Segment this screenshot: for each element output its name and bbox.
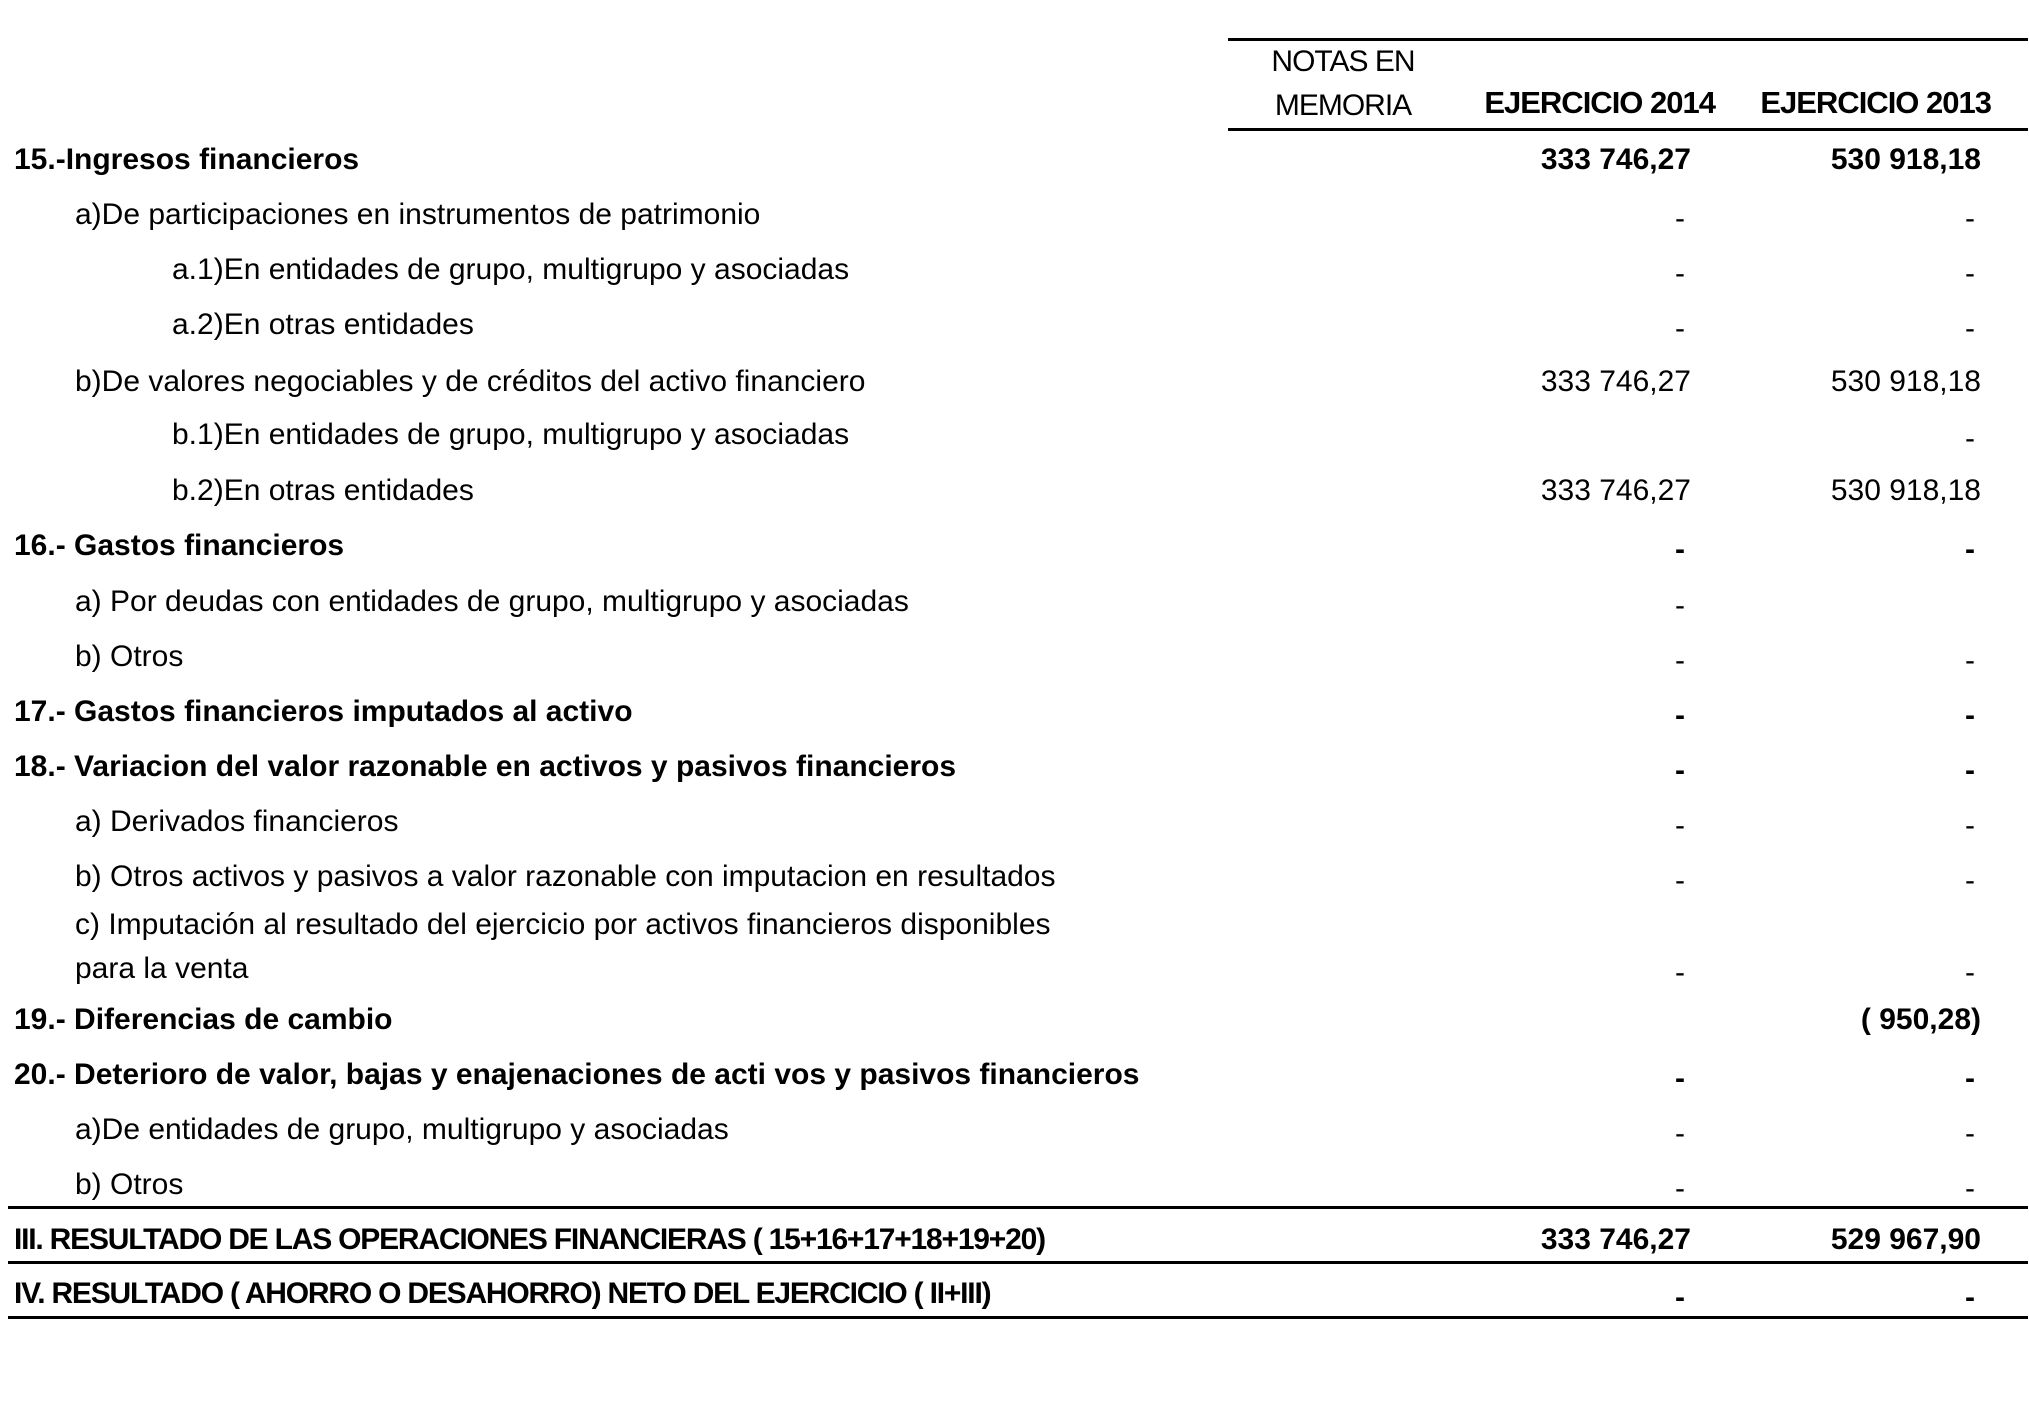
row-label: a) Por deudas con entidades de grupo, multigrupo y asociadas — [75, 585, 909, 618]
ejercicio-2014-header: EJERCICIO 2014 — [1484, 85, 1715, 120]
value-2013: 529 967,90 — [1830, 1223, 1981, 1256]
value-2014: - — [1675, 202, 1685, 235]
value-2013: 530 918,18 — [1830, 365, 1981, 398]
value-2014: - — [1675, 312, 1685, 345]
value-2014: - — [1675, 644, 1685, 677]
value-2014: - — [1675, 864, 1685, 897]
row-label: a) Derivados financieros — [75, 805, 399, 838]
table-row — [0, 360, 2029, 408]
table-row — [0, 855, 2029, 903]
value-2013: - — [1965, 1117, 1975, 1150]
table-row — [0, 469, 2029, 517]
value-2014: - — [1675, 257, 1685, 290]
value-2013: - — [1965, 1172, 1975, 1205]
table-row — [0, 248, 2029, 296]
value-2013: - — [1965, 754, 1975, 787]
row-label: b)De valores negociables y de créditos del activo financiero — [75, 365, 866, 398]
value-2014: - — [1675, 699, 1685, 732]
row-label: b.1)En entidades de grupo, multigrupo y asociadas — [172, 418, 850, 451]
row-label: a)De entidades de grupo, multigrupo y asociadas — [75, 1113, 729, 1146]
value-2014: - — [1675, 1281, 1685, 1314]
table-row — [0, 1218, 2029, 1266]
row-label: 20.- Deterioro de valor, bajas y enajenaciones de acti vos y pasivos financieros — [14, 1058, 1140, 1091]
value-2014: 333 746,27 — [1540, 143, 1691, 176]
value-2013: - — [1965, 422, 1975, 455]
table-row — [0, 635, 2029, 683]
row-label: 19.- Diferencias de cambio — [14, 1003, 393, 1036]
row-label: 18.- Variacion del valor razonable en activos y pasivos financieros — [14, 750, 957, 783]
table-row — [0, 138, 2029, 186]
table-row — [0, 1272, 2029, 1320]
table-row — [0, 745, 2029, 793]
value-2013: - — [1965, 533, 1975, 566]
row-label: a.2)En otras entidades — [172, 308, 474, 341]
value-2014: 333 746,27 — [1540, 365, 1691, 398]
total-middle-rule — [8, 1261, 2028, 1264]
row-label: 16.- Gastos financieros — [14, 529, 345, 562]
row-label: b) Otros activos y pasivos a valor razonable con imputacion en resultados — [75, 860, 1056, 893]
value-2013: - — [1965, 1281, 1975, 1314]
notas-header-line1: NOTAS EN — [1271, 45, 1415, 78]
row-label-continuation: para la venta — [75, 952, 249, 985]
row-label: c) Imputación al resultado del ejercicio por activos financieros disponibles — [75, 908, 1051, 941]
value-2014: - — [1675, 809, 1685, 842]
value-2014: - — [1675, 589, 1685, 622]
value-2013: - — [1965, 699, 1975, 732]
value-2014: 333 746,27 — [1540, 1223, 1691, 1256]
value-2014: - — [1675, 956, 1685, 989]
total-bottom-rule — [8, 1316, 2028, 1319]
table-row — [0, 690, 2029, 738]
table-row — [0, 1108, 2029, 1156]
row-label: b.2)En otras entidades — [172, 474, 474, 507]
value-2013: 530 918,18 — [1830, 474, 1981, 507]
row-label: III. RESULTADO DE LAS OPERACIONES FINANCIERAS ( 15+16+17+18+19+20) — [14, 1223, 1045, 1256]
value-2014: - — [1675, 533, 1685, 566]
table-row — [0, 413, 2029, 461]
value-2013: - — [1965, 809, 1975, 842]
value-2013: 530 918,18 — [1830, 143, 1981, 176]
value-2013: - — [1965, 864, 1975, 897]
row-label: b) Otros — [75, 1168, 184, 1201]
table-row — [0, 903, 2029, 989]
value-2013: - — [1965, 312, 1975, 345]
table-row — [0, 1053, 2029, 1101]
row-label: 17.- Gastos financieros imputados al activo — [14, 695, 633, 728]
table-row — [0, 193, 2029, 241]
value-2014: 333 746,27 — [1540, 474, 1691, 507]
value-2014: - — [1675, 1172, 1685, 1205]
table-row — [0, 524, 2029, 572]
row-label: a.1)En entidades de grupo, multigrupo y asociadas — [172, 253, 850, 286]
value-2014: - — [1675, 754, 1685, 787]
table-row — [0, 580, 2029, 628]
value-2013: - — [1965, 202, 1975, 235]
row-label: b) Otros — [75, 640, 184, 673]
table-row — [0, 303, 2029, 351]
value-2014: - — [1675, 1062, 1685, 1095]
value-2013: - — [1965, 956, 1975, 989]
row-label: 15.-Ingresos financieros — [14, 143, 360, 176]
value-2013: - — [1965, 644, 1975, 677]
total-top-rule — [8, 1206, 2028, 1209]
table-row — [0, 998, 2029, 1046]
notas-header-line2: MEMORIA — [1274, 89, 1412, 122]
table-row — [0, 1163, 2029, 1211]
value-2013: - — [1965, 1062, 1975, 1095]
row-label: a)De participaciones en instrumentos de patrimonio — [75, 198, 761, 231]
value-2013: - — [1965, 257, 1975, 290]
ejercicio-2013-header: EJERCICIO 2013 — [1760, 85, 1991, 120]
row-label: IV. RESULTADO ( AHORRO O DESAHORRO) NETO DEL EJERCICIO ( II+III) — [14, 1277, 991, 1310]
table-row — [0, 800, 2029, 848]
value-2014: - — [1675, 1117, 1685, 1150]
value-2013: ( 950,28) — [1860, 1003, 1981, 1036]
